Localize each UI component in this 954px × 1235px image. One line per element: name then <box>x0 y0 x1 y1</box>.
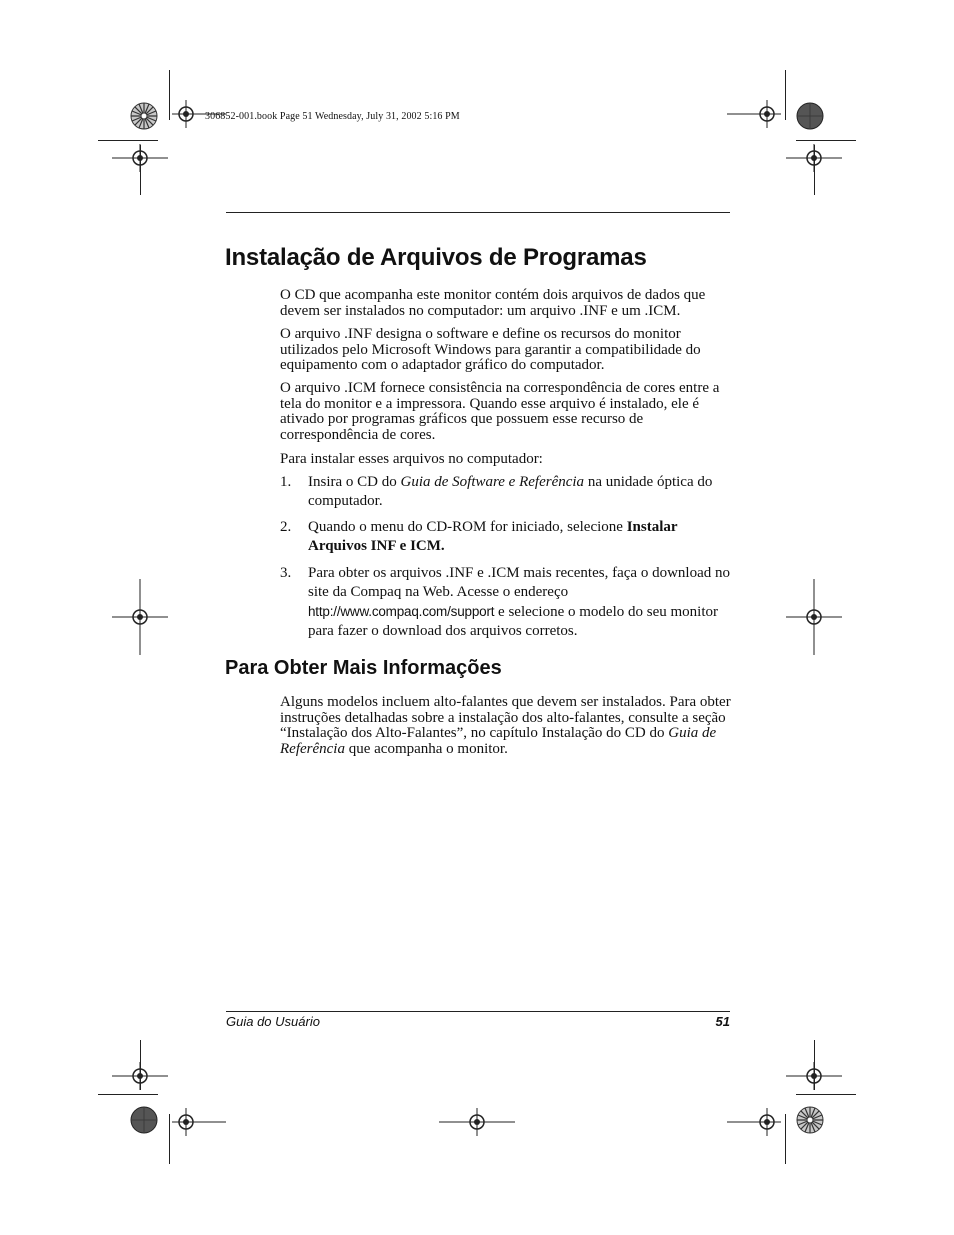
paragraph: Alguns modelos incluem alto-falantes que devem ser instalados. Para obter instruções detalhadas sobre a instalação dos alto-falantes, consulte a seção “Instalação dos Alto-Falantes”, no capítulo Instalação do CD do Guia de Referência que acompanha o monitor. <box>280 694 731 757</box>
section-title: Instalação de Arquivos de Programas <box>225 244 647 271</box>
registration-mark-icon <box>767 114 768 115</box>
header-rule <box>226 212 730 213</box>
crop-line <box>796 140 856 141</box>
registration-mark-icon <box>814 617 815 618</box>
solid-target-icon <box>810 116 811 117</box>
book-title: Guia de Referência <box>280 725 717 757</box>
registration-mark-icon <box>140 617 141 618</box>
star-target-icon <box>810 1120 811 1121</box>
crop-line <box>796 1094 856 1095</box>
book-title: Guia de Software e Referência <box>400 474 585 490</box>
paragraph: O CD que acompanha este monitor contém dois arquivos de dados que devem ser instalados no computador: um arquivo .INF e um .ICM. <box>280 287 706 319</box>
support-url-link[interactable]: http://www.compaq.com/support <box>308 604 495 619</box>
registration-mark-icon <box>140 1076 141 1077</box>
crop-line <box>98 1094 158 1095</box>
crop-line <box>169 1114 170 1164</box>
footer-book-title: Guia do Usuário <box>226 1014 320 1029</box>
registration-mark-icon <box>140 158 141 159</box>
print-slug: 306852-001.book Page 51 Wednesday, July 31, 2002 5:16 PM <box>205 111 460 122</box>
star-target-icon <box>144 116 145 117</box>
paragraph: O arquivo .INF designa o software e define os recursos do monitor utilizados pelo Microsoft Windows para garantir a compatibilidade do equipamento com o adaptador gráfico do computador. <box>280 326 701 373</box>
footer-rule <box>226 1011 730 1012</box>
paragraph: O arquivo .ICM fornece consistência na correspondência de cores entre a tela do monitor e a impressora. Quando esse arquivo é instalado, ele é ativado por programas gráficos que possuem esse recurso de correspondência de cores. <box>280 380 720 443</box>
registration-mark-icon <box>814 158 815 159</box>
list-number: 1. <box>280 474 292 490</box>
list-number: 3. <box>280 565 292 581</box>
registration-mark-icon <box>186 1122 187 1123</box>
registration-mark-icon <box>767 1122 768 1123</box>
list-text: Insira o CD do Guia de Software e Referência na unidade óptica do computador. <box>308 474 713 509</box>
crop-line <box>98 140 158 141</box>
list-text: Quando o menu do CD-ROM for iniciado, selecione Instalar Arquivos INF e ICM. <box>308 519 678 554</box>
crop-line <box>785 1114 786 1164</box>
crop-line <box>785 70 786 120</box>
menu-option: Instalar Arquivos INF e ICM. <box>308 519 678 554</box>
list-text: Para obter os arquivos .INF e .ICM mais recentes, faça o download no site da Compaq na Web. Acesse o endereço http://www.compaq.com/support e selecione o modelo do seu monitor para fazer o download dos arquivos corretos. <box>308 565 730 639</box>
registration-mark-icon <box>186 114 187 115</box>
list-number: 2. <box>280 519 292 535</box>
crop-line <box>169 70 170 120</box>
solid-target-icon <box>144 1120 145 1121</box>
registration-mark-icon <box>477 1122 478 1123</box>
paragraph: Para instalar esses arquivos no computador: <box>280 451 543 467</box>
registration-mark-icon <box>814 1076 815 1077</box>
section-title: Para Obter Mais Informações <box>225 657 502 679</box>
page-number: 51 <box>715 1014 730 1029</box>
